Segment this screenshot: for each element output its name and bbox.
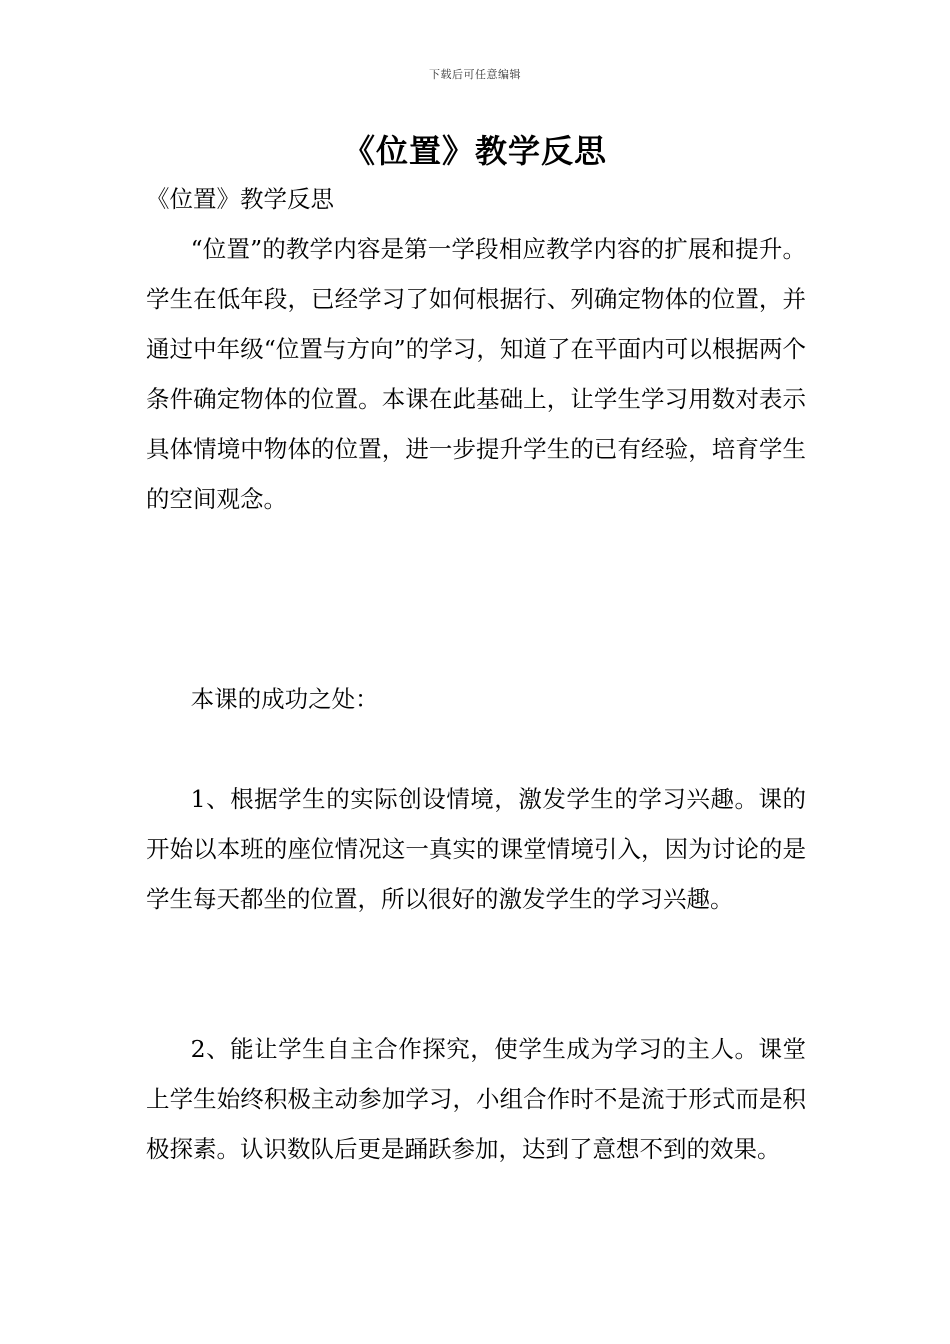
point-paragraph-1: 1、根据学生的实际创设情境，激发学生的学习兴趣。课的开始以本班的座位情况这一真实的课堂情境引入，因为讨论的是学生每天都坐的位置，所以很好的激发学生的学习兴趣。 — [146, 785, 806, 913]
document-title: 《位置》教学反思 — [342, 132, 607, 170]
intro-paragraph: “位置”的教学内容是第一学段相应教学内容的扩展和提升。学生在低年段，已经学习了如何根据行、列确定物体的位置，并通过中年级“位置与方向”的学习，知道了在平面内可以根据两个条件确定物体的位置。本课在此基础上，让学生学习用数对表示具体情境中物体的位置，进一步提升学生的已有经验，培育学生的空间观念。 — [146, 235, 806, 513]
header-note: 下载后可任意编辑 — [429, 68, 521, 81]
document-subtitle: 《位置》教学反思 — [146, 185, 334, 213]
point-paragraph-2: 2、能让学生自主合作探究，使学生成为学习的主人。课堂上学生始终积极主动参加学习，小组合作时不是流于形式而是积极探素。认识数队后更是踊跃参加，达到了意想不到的效果。 — [146, 1035, 806, 1163]
success-heading: 本课的成功之处： — [190, 685, 379, 713]
